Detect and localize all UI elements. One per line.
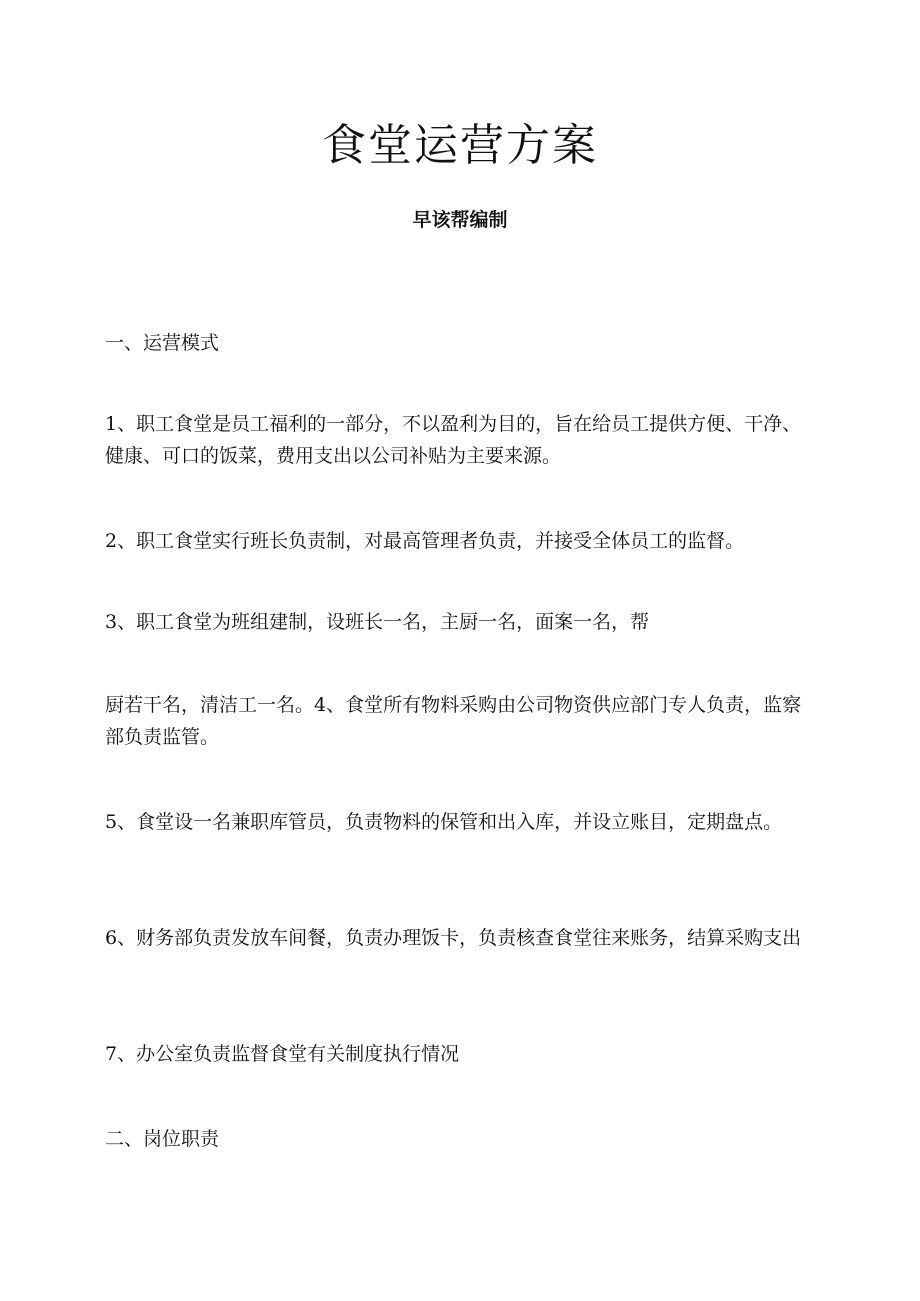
paragraph-item-5: 5、食堂设一名兼职库管员，负责物料的保管和出入库，并设立账目，定期盘点。 [105, 811, 783, 833]
section-heading-job-duties: 二、岗位职责 [105, 1128, 220, 1150]
paragraph-item-7: 7、办公室负责监督食堂有关制度执行情况 [105, 1043, 460, 1065]
paragraph-item-3-continued: 厨若干名，清洁工一名。4、食堂所有物料采购由公司物资供应部门专人负责，监察部负责监管。 [105, 694, 802, 748]
document-author: 早该帮编制 [412, 209, 508, 231]
section-heading-operation-mode: 一、运营模式 [105, 332, 220, 354]
paragraph-item-1: 1、职工食堂是员工福利的一部分，不以盈利为目的，旨在给员工提供方便、干净、健康、可口的饭菜，费用支出以公司补贴为主要来源。 [105, 413, 802, 467]
paragraph-item-2: 2、职工食堂实行班长负责制，对最高管理者负责，并接受全体员工的监督。 [105, 530, 745, 552]
document-title: 食堂运营方案 [322, 120, 598, 171]
paragraph-item-3: 3、职工食堂为班组建制，设班长一名，主厨一名，面案一名，帮 [105, 611, 650, 633]
paragraph-item-6: 6、财务部负责发放车间餐，负责办理饭卡，负责核查食堂往来账务，结算采购支出 [105, 927, 802, 949]
